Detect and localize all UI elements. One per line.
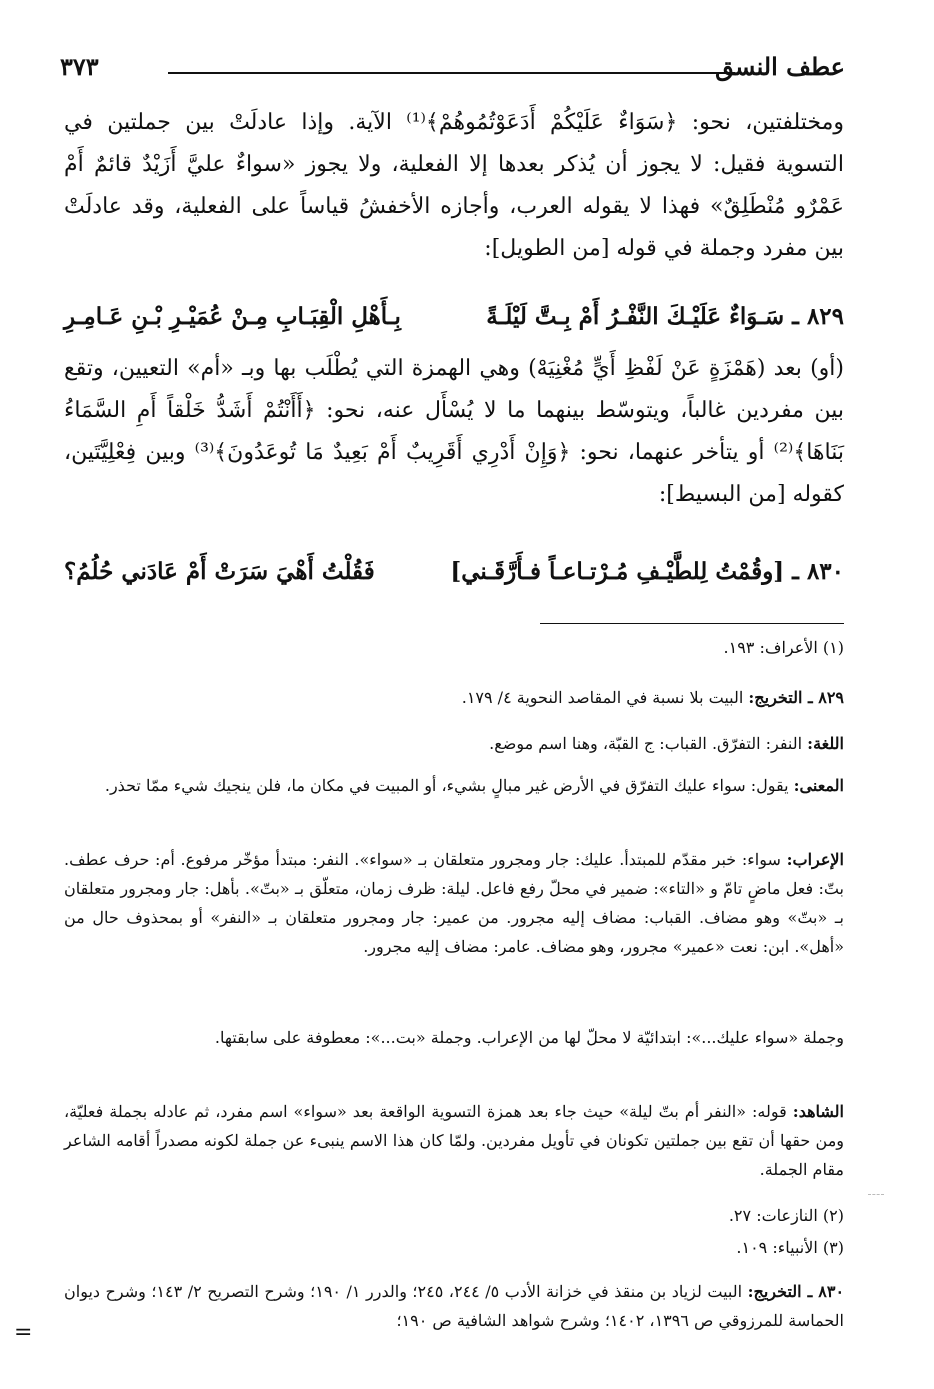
footnote-text: (١) الأعراف: ١٩٣.: [723, 638, 844, 657]
mana-text: يقول: سواء عليك التفرّق في الأرض غير مبالٍ بشيء، أو المبيت في مكان ما، فلن ينجيك شيء ممّا تحذر.: [104, 776, 789, 795]
takhrij-label: ٨٢٩ ـ التخريج:: [748, 688, 844, 707]
main-paragraph-2: [64, 348, 844, 516]
footnote-separator: [540, 623, 844, 624]
verse-830-second-hemistich: فَقُلْتُ أَهْيَ سَرَتْ أَمْ عَادَني حُلُمُ؟: [64, 558, 375, 585]
irab-text: سواء: خبر مقدّم للمبتدأ. عليك: جار ومجرور متعلقان بـ «سواء». النفر: مبتدأ مؤخّر مرفوع. أم: حرف عطف. بتّ: فعل ماضٍ تامّ و «التاء»: ضمير في محلّ رفع فاعل. ليلة: ظرف زمان، متعلّق بـ «بتّ». بأهل: جار ومجرور متعلقان بـ «بتّ» وهو مضاف. القباب: مضاف إليه مجرور. من عمير: جار ومجرور متعلقان بـ «النفر» أو بمحذوف حال من «أهل». ابن: نعت «عمير» مجرور، وهو مضاف. عامر: مضاف إليه مجرور.: [64, 850, 844, 956]
takhrij-label: ٨٣٠ ـ التخريج:: [747, 1282, 845, 1301]
footnote-2: [64, 1201, 844, 1230]
takhrij-text: البيت لزياد بن منقذ في خزانة الأدب ٥/ ٢٤٤، ٢٤٥؛ والدرر ١/ ١٩٠؛ وشرح التصريح ٢/ ١٤٣؛ وشرح ديوان الحماسة للمرزوقي ص ١٣٩٦، ١٤٠٢؛ وشرح شواهد الشافية ص ١٩٠؛: [64, 1282, 844, 1330]
mana-note: [64, 771, 844, 800]
paragraph-text: (أو) بعد (هَمْزَةٍ عَنْ لَفْظِ أَيٍّ مُغْنِيَهْ) وهي الهمزة التي يُطْلَب بها وبـ «أم» التعيين، وتقع بين مفردين غالباً، ويتوسّط بينهما ما لا يُسْأَل عنه، نحو: ﴿أَأَنْتُمْ أَشَدُّ خَلْقاً أَمِ السَّمَاءُ بَنَاهَا﴾⁽²⁾ أو يتأخر عنهما، نحو: ﴿وَإِنْ أَدْرِي أَقَرِيبٌ أَمْ بَعِيدٌ مَا تُوعَدُونَ﴾⁽³⁾ وبين فِعْلِيَّتَين، كقوله [من البسيط]:: [64, 356, 844, 507]
shahid-text: قوله: «النفر أم بتّ ليلة» حيث جاء بعد همزة التسوية الواقعة بعد «سواء» اسم مفرد، ثم عادله بجملة فعليّة، ومن حقها أن تقع بين جملتين تكونان في تأويل مفردين. ولمّا كان هذا الاسم ينبىء عن جملة لكونه مصدراً أقامه الشاعر مقام الجملة.: [64, 1102, 844, 1179]
verse-829: [64, 303, 844, 345]
takhrij-830: [64, 1277, 844, 1335]
irab-note: [64, 845, 844, 961]
shahid-note: [64, 1097, 844, 1184]
lugha-label: اللغة:: [807, 734, 844, 753]
jumla-note: [64, 1023, 844, 1052]
running-header: [60, 52, 845, 86]
lugha-note: [64, 729, 844, 758]
verse-829-second-hemistich: بِـأَهْلِ الْقِبَـابِ مِـنْ عُمَيْـرِ بْـنِ عَـامِـرِ: [64, 303, 401, 330]
footnote-3: [64, 1233, 844, 1262]
mana-label: المعنى:: [793, 776, 844, 795]
header-rule: [168, 72, 735, 74]
takhrij-829: [64, 683, 844, 712]
irab-label: الإعراب:: [786, 850, 844, 869]
scan-mark: [868, 1194, 884, 1195]
footnote-text: (٢) النازعات: ٢٧.: [728, 1206, 844, 1225]
lugha-text: النفر: التفرّق. القباب: ج القبّة، وهنا اسم موضع.: [489, 734, 803, 753]
main-paragraph-1: [64, 102, 844, 270]
footnote-text: (٣) الأنبياء: ١٠٩.: [736, 1238, 844, 1257]
verse-830-first-hemistich: ٨٣٠ ـ [وقُمْتُ لِلطَّيْـفِ مُـرْتـاعـاً فـأَرَّقَـني]: [450, 558, 844, 585]
takhrij-text: البيت بلا نسبة في المقاصد النحوية ٤/ ١٧٩.: [461, 688, 744, 707]
page-number: ٣٧٣: [60, 52, 99, 81]
chapter-title: عطف النسق: [715, 52, 845, 81]
shahid-label: الشاهد:: [792, 1102, 844, 1121]
verse-829-first-hemistich: ٨٢٩ ـ سَـوَاءٌ عَلَيْـكَ النَّفْـرُ أَمْ بِـتَّ لَيْلَـةً: [486, 303, 844, 330]
jumla-text: وجملة «سواء عليك...»: ابتدائيّة لا محلّ لها من الإعراب. وجملة «بت...»: معطوفة على سابقتها.: [214, 1028, 844, 1047]
footnote-1: [64, 633, 844, 662]
verse-830: [64, 558, 844, 600]
paragraph-text: ومختلفتين، نحو: ﴿سَوَاءٌ عَلَيْكُمْ أَدَعَوْتُمُوهُمْ﴾⁽¹⁾ الآية. وإذا عادلَتْ بين جملتين في التسوية فقيل: لا يجوز أن يُذكر بعدها إلا الفعلية، ولا يجوز «سواءٌ عليَّ أَزَيْدٌ قائمٌ أَمْ عَمْرٌو مُنْطَلِقٌ» فهذا لا يقوله العرب، وأجازه الأخفشُ قياساً على الفعلية، وقد عادلَتْ بين مفرد وجملة في قوله [من الطويل]:: [64, 110, 844, 261]
margin-mark: =: [14, 1320, 33, 1345]
